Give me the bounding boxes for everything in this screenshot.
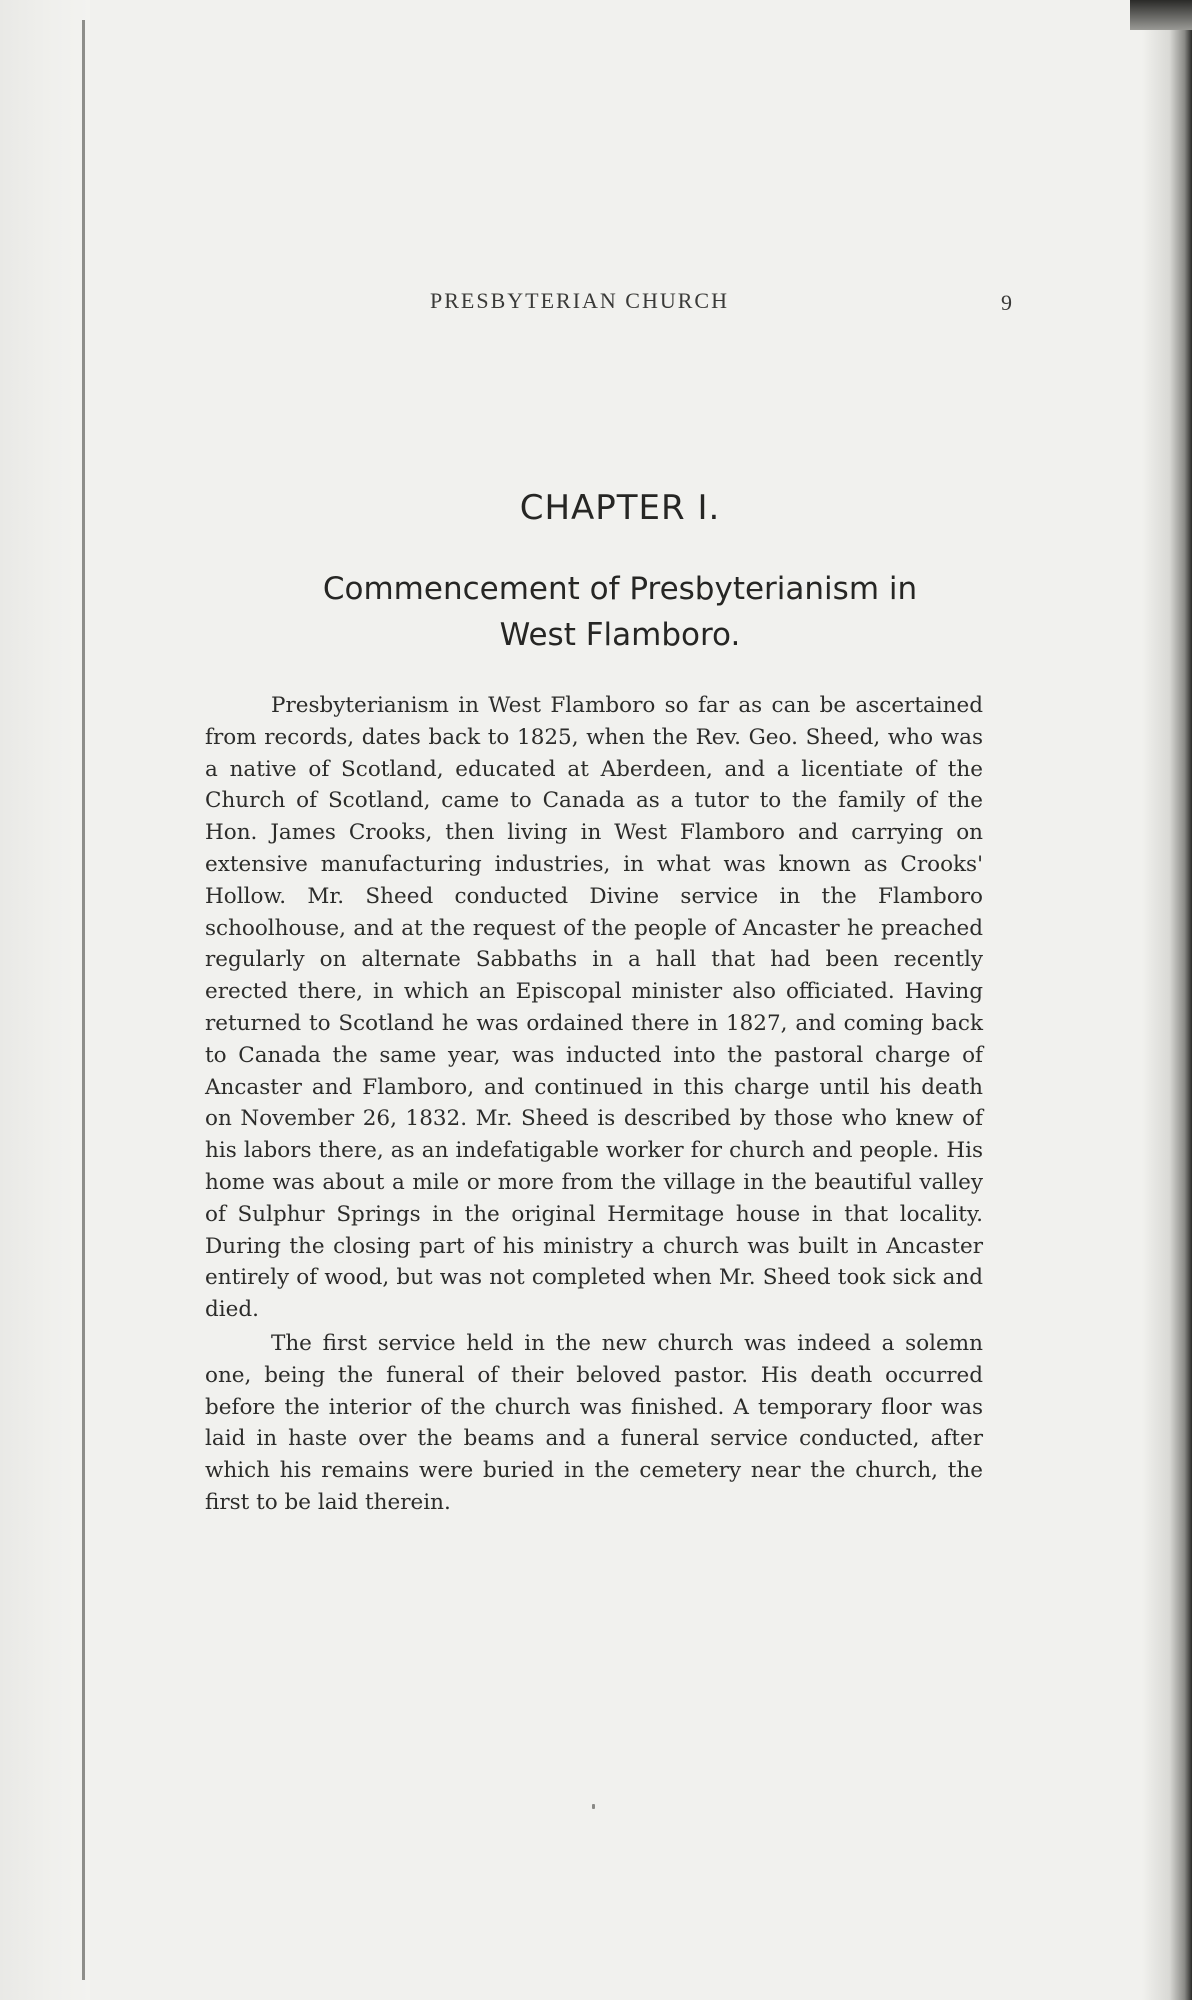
chapter-subtitle-line-2: West Flamboro. — [499, 617, 741, 653]
page-corner-shadow — [1130, 0, 1192, 30]
chapter-title: CHAPTER I. — [519, 488, 721, 528]
paragraph-2: The first service held in the new church was indeed a solemn one, being the funeral of their beloved pastor. His death occurred before the interior of the church was finished. A temporary floor was laid in haste over the beams and a funeral service conducted, after which his remains were buried in the cemetery near the church, the first to be laid therein. — [205, 1330, 983, 1515]
paragraph-1: Presbyterianism in West Flamboro so far as can be ascertained from records, dates back to 1825, when the Rev. Geo. Sheed, who was a native of Scotland, educated at Aberdeen, and a licentiate of the Church of Scotland, came to Canada as a tutor to the family of the Hon. James Crooks, then living in West Flamboro and carrying on extensive manufacturing industries, in what was known as Crooks' Hollow. Mr. Sheed conducted Divine service in the Flamboro schoolhouse, and at the request of the people of Ancaster he preached regularly on alternate Sabbaths in a hall that had been recently erected there, in which an Episcopal minister also officiated. Having returned to Scotland he was ordained there in 1827, and coming back to Canada the same year, was inducted into the pastoral charge of Ancaster and Flamboro, and continued in this charge until his death on November 26, 1832. Mr. Sheed is described by those who knew of his labors there, as an indefatigable worker for church and people. His home was about a mile or more from the village in the beautiful valley of Sulphur Springs in the original Hermitage house in that locality. During the closing part of his ministry a church was built in Ancaster entirely of wood, but was not completed when Mr. Sheed took sick and died. — [205, 693, 983, 1323]
chapter-subtitle-line-1: Commencement of Presbyterianism in — [322, 571, 918, 607]
running-head — [0, 288, 1192, 328]
body-text — [205, 690, 983, 1519]
page-number: 9 — [1001, 290, 1012, 315]
print-speck — [592, 1804, 595, 1809]
running-title: PRESBYTERIAN CHURCH — [430, 288, 729, 313]
chapter-subtitle — [0, 566, 1192, 658]
